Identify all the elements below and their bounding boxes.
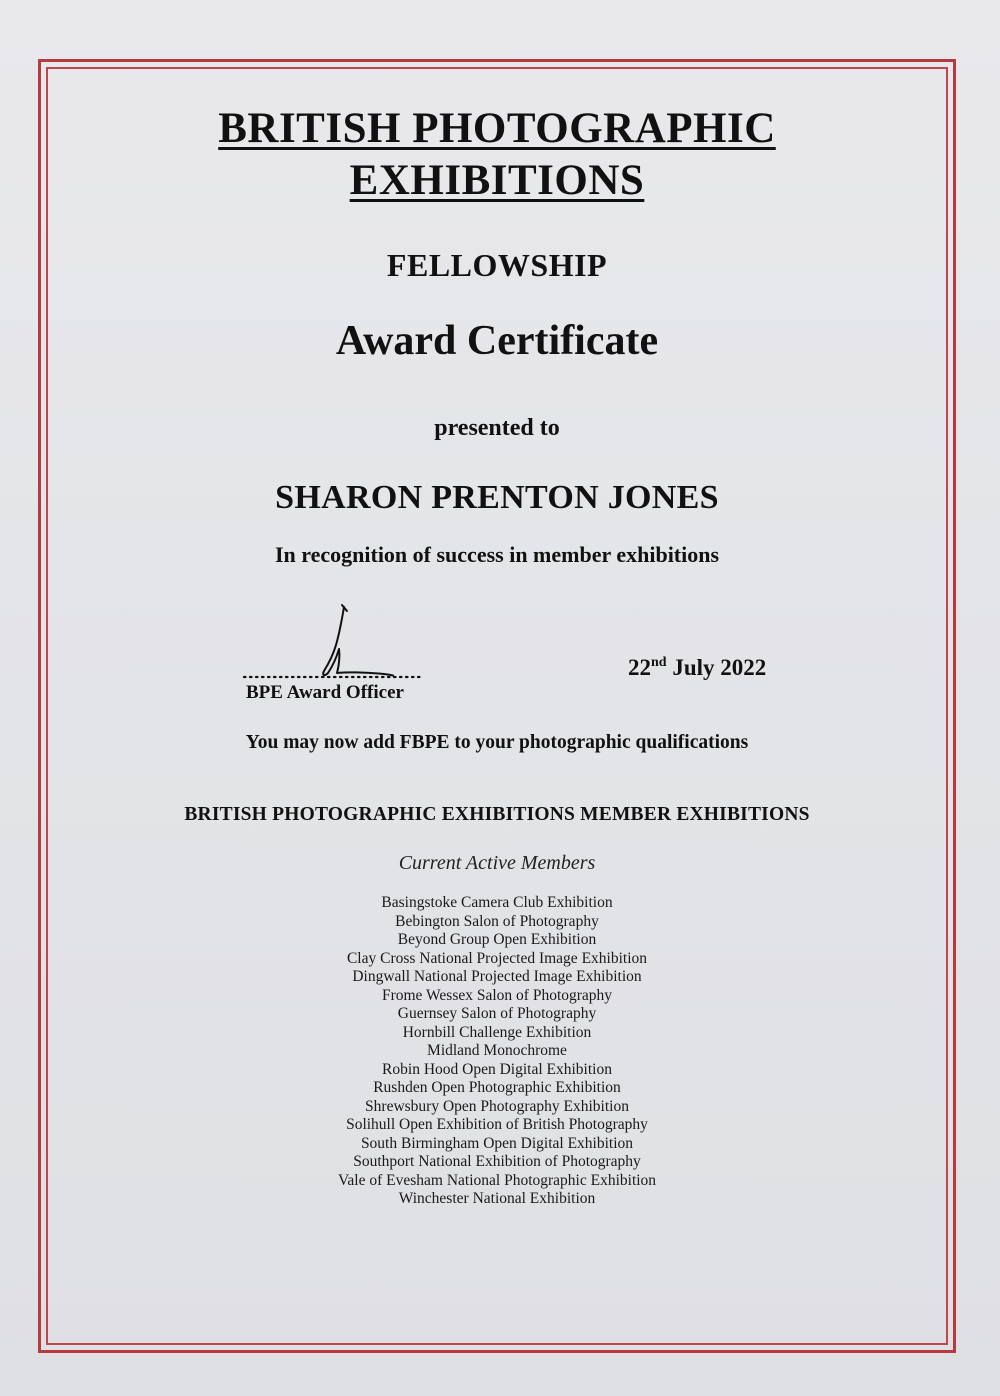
certificate-type: Award Certificate xyxy=(335,318,659,364)
member-exhibitions-list xyxy=(46,894,948,1209)
list-item: Robin Hood Open Digital Exhibition xyxy=(382,1060,612,1078)
member-exhibitions-heading: BRITISH PHOTOGRAPHIC EXHIBITIONS MEMBER EXHIBITIONS xyxy=(184,804,810,825)
list-item: Frome Wessex Salon of Photography xyxy=(381,986,613,1004)
list-item: Rushden Open Photographic Exhibition xyxy=(373,1079,621,1096)
recipient-name: SHARON PRENTON JONES xyxy=(275,479,719,516)
list-item: Solihull Open Exhibition of British Photography xyxy=(346,1116,648,1133)
signer-title: BPE Award Officer xyxy=(246,682,404,703)
organization-title-line2: EXHIBITIONS xyxy=(349,157,645,204)
list-item: Hornbill Challenge Exhibition xyxy=(402,1023,592,1041)
list-item: Winchester National Exhibition xyxy=(398,1190,596,1207)
presented-to-label: presented to xyxy=(434,415,560,441)
list-item: Beyond Group Open Exhibition xyxy=(397,931,597,948)
award-date-day: 22 xyxy=(628,655,651,680)
organization-title-line1: BRITISH PHOTOGRAPHIC xyxy=(218,105,776,152)
list-item: Bebington Salon of Photography xyxy=(395,912,599,930)
award-level: FELLOWSHIP xyxy=(386,247,608,283)
member-exhibitions-subheading: Current Active Members xyxy=(398,852,596,874)
list-item: Guernsey Salon of Photography xyxy=(397,1005,597,1022)
list-item: Basingstoke Camera Club Exhibition xyxy=(381,894,613,911)
qualification-text: You may now add FBPE to your photographic qualifications xyxy=(245,732,749,753)
award-date-suffix: nd xyxy=(651,655,667,670)
award-date xyxy=(628,655,766,681)
list-item: Midland Monochrome xyxy=(427,1042,567,1059)
signature-mark xyxy=(236,599,436,689)
award-date-rest: July 2022 xyxy=(666,655,767,680)
list-item: Vale of Evesham National Photographic Exhibition xyxy=(337,1171,657,1189)
certificate-content xyxy=(46,67,948,1345)
list-item: Clay Cross National Projected Image Exhibition xyxy=(346,949,648,967)
organization-title xyxy=(46,103,948,207)
list-item: Dingwall National Projected Image Exhibition xyxy=(352,968,642,985)
list-item: Shrewsbury Open Photography Exhibition xyxy=(365,1097,629,1115)
list-item: South Birmingham Open Digital Exhibition xyxy=(360,1134,634,1152)
list-item: Southport National Exhibition of Photography xyxy=(353,1153,641,1170)
recognition-text: In recognition of success in member exhibitions xyxy=(274,542,720,567)
